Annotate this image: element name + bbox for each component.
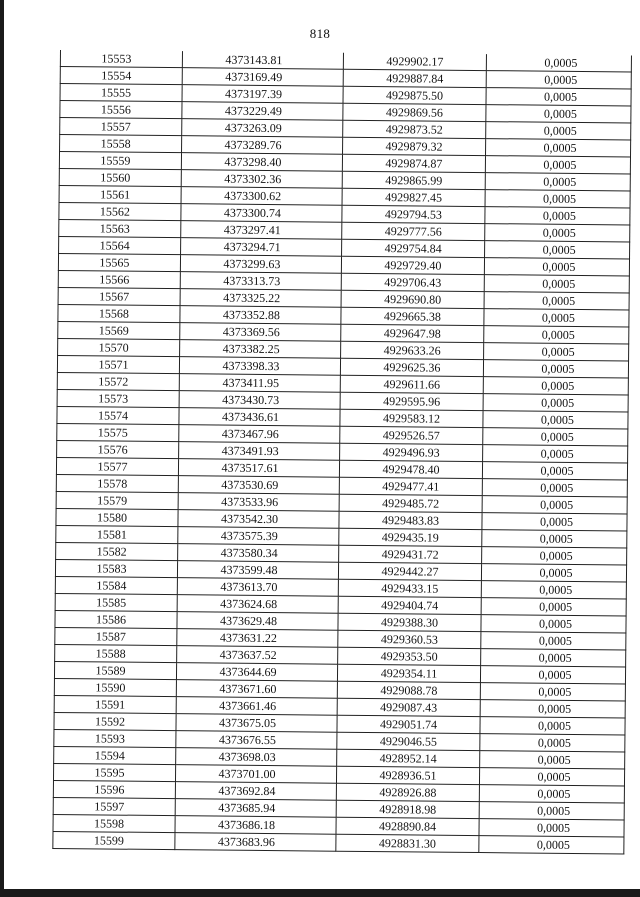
value-cell: 0,0005: [482, 513, 627, 531]
x-coordinate-cell: 4373294.71: [181, 238, 342, 257]
x-coordinate-cell: 4373325.22: [180, 289, 341, 308]
x-coordinate-cell: 4373575.39: [178, 527, 339, 546]
y-coordinate-cell: 4929433.15: [338, 579, 481, 597]
y-coordinate-cell: 4929777.56: [342, 222, 485, 240]
y-coordinate-cell: 4929647.98: [341, 324, 484, 342]
value-cell: 0,0005: [479, 768, 624, 786]
point-number-cell: 15571: [57, 355, 179, 373]
value-cell: 0,0005: [486, 71, 631, 89]
x-coordinate-cell: 4373517.61: [178, 459, 339, 478]
point-number-cell: 15595: [53, 763, 175, 781]
y-coordinate-cell: 4929595.96: [340, 392, 483, 410]
value-cell: 0,0005: [481, 649, 626, 667]
value-cell: 0,0005: [480, 717, 625, 735]
y-coordinate-cell: 4929431.72: [339, 545, 482, 563]
point-number-cell: 15593: [54, 729, 176, 747]
value-cell: 0,0005: [480, 700, 625, 718]
value-cell: 0,0005: [482, 530, 627, 548]
y-coordinate-cell: 4929875.50: [343, 86, 486, 104]
value-cell: 0,0005: [486, 54, 631, 72]
value-cell: 0,0005: [480, 751, 625, 769]
y-coordinate-cell: 4929051.74: [337, 715, 480, 733]
point-number-cell: 15594: [54, 746, 176, 764]
point-number-cell: 15553: [60, 50, 182, 68]
x-coordinate-cell: 4373533.96: [178, 493, 339, 512]
y-coordinate-cell: 4928952.14: [337, 749, 480, 767]
point-number-cell: 15586: [55, 610, 177, 628]
point-number-cell: 15591: [54, 695, 176, 713]
y-coordinate-cell: 4929442.27: [338, 562, 481, 580]
x-coordinate-cell: 4373599.48: [177, 561, 338, 580]
coordinates-table-body: [53, 50, 632, 854]
point-number-cell: 15573: [57, 389, 179, 407]
point-number-cell: 15561: [59, 185, 181, 203]
value-cell: 0,0005: [485, 173, 630, 191]
value-cell: 0,0005: [485, 207, 630, 225]
x-coordinate-cell: 4373369.56: [180, 323, 341, 342]
x-coordinate-cell: 4373430.73: [179, 391, 340, 410]
value-cell: 0,0005: [479, 836, 624, 854]
value-cell: 0,0005: [483, 360, 628, 378]
x-coordinate-cell: 4373676.55: [176, 731, 337, 750]
y-coordinate-cell: 4929088.78: [337, 681, 480, 699]
value-cell: 0,0005: [479, 802, 624, 820]
x-coordinate-cell: 4373683.96: [175, 833, 336, 852]
value-cell: 0,0005: [486, 105, 631, 123]
value-cell: 0,0005: [483, 411, 628, 429]
point-number-cell: 15564: [59, 236, 181, 254]
point-number-cell: 15568: [58, 304, 180, 322]
value-cell: 0,0005: [483, 377, 628, 395]
x-coordinate-cell: 4373411.95: [179, 374, 340, 393]
y-coordinate-cell: 4928890.84: [336, 817, 479, 835]
x-coordinate-cell: 4373197.39: [182, 85, 343, 104]
x-coordinate-cell: 4373229.49: [182, 102, 343, 121]
point-number-cell: 15592: [54, 712, 176, 730]
x-coordinate-cell: 4373644.69: [176, 663, 337, 682]
value-cell: 0,0005: [485, 241, 630, 259]
y-coordinate-cell: 4929526.57: [340, 426, 483, 444]
x-coordinate-cell: 4373661.46: [176, 697, 337, 716]
x-coordinate-cell: 4373491.93: [179, 442, 340, 461]
point-number-cell: 15574: [57, 406, 179, 424]
y-coordinate-cell: 4929583.12: [340, 409, 483, 427]
point-number-cell: 15565: [58, 253, 180, 271]
y-coordinate-cell: 4929435.19: [339, 528, 482, 546]
point-number-cell: 15590: [54, 678, 176, 696]
point-number-cell: 15580: [56, 508, 178, 526]
point-number-cell: 15559: [59, 152, 181, 170]
coordinates-table: [52, 50, 632, 854]
value-cell: 0,0005: [486, 88, 631, 106]
y-coordinate-cell: 4929874.87: [342, 154, 485, 172]
x-coordinate-cell: 4373398.33: [179, 357, 340, 376]
point-number-cell: 15584: [55, 576, 177, 594]
x-coordinate-cell: 4373169.49: [182, 68, 343, 87]
y-coordinate-cell: 4929353.50: [338, 647, 481, 665]
y-coordinate-cell: 4929729.40: [341, 256, 484, 274]
value-cell: 0,0005: [481, 632, 626, 650]
value-cell: 0,0005: [480, 666, 625, 684]
x-coordinate-cell: 4373352.88: [180, 306, 341, 325]
value-cell: 0,0005: [482, 547, 627, 565]
x-coordinate-cell: 4373692.84: [175, 782, 336, 801]
value-cell: 0,0005: [484, 258, 629, 276]
point-number-cell: 15570: [58, 338, 180, 356]
point-number-cell: 15555: [60, 84, 182, 102]
x-coordinate-cell: 4373382.25: [180, 340, 341, 359]
point-number-cell: 15560: [59, 168, 181, 186]
x-coordinate-cell: 4373701.00: [175, 765, 336, 784]
point-number-cell: 15597: [53, 797, 175, 815]
x-coordinate-cell: 4373675.05: [176, 714, 337, 733]
x-coordinate-cell: 4373671.60: [176, 680, 337, 699]
x-coordinate-cell: 4373436.61: [179, 408, 340, 427]
value-cell: 0,0005: [483, 394, 628, 412]
y-coordinate-cell: 4929865.99: [342, 171, 485, 189]
point-number-cell: 15599: [53, 831, 175, 849]
y-coordinate-cell: 4929485.72: [339, 494, 482, 512]
point-number-cell: 15575: [57, 423, 179, 441]
point-number-cell: 15583: [55, 559, 177, 577]
point-number-cell: 15588: [55, 644, 177, 662]
y-coordinate-cell: 4929388.30: [338, 613, 481, 631]
value-cell: 0,0005: [483, 445, 628, 463]
value-cell: 0,0005: [481, 615, 626, 633]
value-cell: 0,0005: [486, 122, 631, 140]
y-coordinate-cell: 4929611.66: [340, 375, 483, 393]
value-cell: 0,0005: [484, 275, 629, 293]
value-cell: 0,0005: [479, 785, 624, 803]
value-cell: 0,0005: [479, 819, 624, 837]
point-number-cell: 15585: [55, 593, 177, 611]
y-coordinate-cell: 4929706.43: [341, 273, 484, 291]
y-coordinate-cell: 4929887.84: [343, 69, 486, 87]
point-number-cell: 15558: [60, 135, 182, 153]
point-number-cell: 15554: [60, 67, 182, 85]
x-coordinate-cell: 4373302.36: [181, 170, 342, 189]
y-coordinate-cell: 4929404.74: [338, 596, 481, 614]
value-cell: 0,0005: [481, 598, 626, 616]
point-number-cell: 15576: [57, 440, 179, 458]
value-cell: 0,0005: [485, 190, 630, 208]
x-coordinate-cell: 4373298.40: [181, 153, 342, 172]
x-coordinate-cell: 4373637.52: [177, 646, 338, 665]
y-coordinate-cell: 4929625.36: [340, 358, 483, 376]
y-coordinate-cell: 4929360.53: [338, 630, 481, 648]
scan-bottom-edge: [0, 889, 640, 897]
y-coordinate-cell: 4929902.17: [343, 53, 486, 71]
x-coordinate-cell: 4373580.34: [178, 544, 339, 563]
x-coordinate-cell: 4373530.69: [178, 476, 339, 495]
y-coordinate-cell: 4929754.84: [342, 239, 485, 257]
point-number-cell: 15587: [55, 627, 177, 645]
point-number-cell: 15567: [58, 287, 180, 305]
x-coordinate-cell: 4373299.63: [180, 255, 341, 274]
y-coordinate-cell: 4929087.43: [337, 698, 480, 716]
y-coordinate-cell: 4929879.32: [343, 137, 486, 155]
y-coordinate-cell: 4929690.80: [341, 290, 484, 308]
point-number-cell: 15579: [56, 491, 178, 509]
point-number-cell: 15577: [56, 457, 178, 475]
point-number-cell: 15581: [56, 525, 178, 543]
value-cell: 0,0005: [481, 564, 626, 582]
x-coordinate-cell: 4373686.18: [175, 816, 336, 835]
y-coordinate-cell: 4929478.40: [339, 460, 482, 478]
y-coordinate-cell: 4929483.83: [339, 511, 482, 529]
x-coordinate-cell: 4373631.22: [177, 629, 338, 648]
x-coordinate-cell: 4373289.76: [182, 136, 343, 155]
y-coordinate-cell: 4929477.41: [339, 477, 482, 495]
value-cell: 0,0005: [482, 479, 627, 497]
x-coordinate-cell: 4373263.09: [182, 119, 343, 138]
value-cell: 0,0005: [484, 326, 629, 344]
point-number-cell: 15578: [56, 474, 178, 492]
y-coordinate-cell: 4929869.56: [343, 103, 486, 121]
x-coordinate-cell: 4373297.41: [181, 221, 342, 240]
x-coordinate-cell: 4373698.03: [176, 748, 337, 767]
point-number-cell: 15562: [59, 202, 181, 220]
y-coordinate-cell: 4928918.98: [336, 800, 479, 818]
y-coordinate-cell: 4929633.26: [341, 341, 484, 359]
x-coordinate-cell: 4373629.48: [177, 612, 338, 631]
value-cell: 0,0005: [483, 428, 628, 446]
point-number-cell: 15589: [54, 661, 176, 679]
point-number-cell: 15596: [53, 780, 175, 798]
y-coordinate-cell: 4929794.53: [342, 205, 485, 223]
value-cell: 0,0005: [484, 343, 629, 361]
x-coordinate-cell: 4373613.70: [177, 578, 338, 597]
value-cell: 0,0005: [485, 156, 630, 174]
point-number-cell: 15582: [56, 542, 178, 560]
scan-left-edge: [0, 0, 4, 897]
y-coordinate-cell: 4929873.52: [343, 120, 486, 138]
x-coordinate-cell: 4373313.73: [180, 272, 341, 291]
point-number-cell: 15563: [59, 219, 181, 237]
x-coordinate-cell: 4373300.74: [181, 204, 342, 223]
y-coordinate-cell: 4929496.93: [340, 443, 483, 461]
y-coordinate-cell: 4929354.11: [337, 664, 480, 682]
value-cell: 0,0005: [481, 581, 626, 599]
y-coordinate-cell: 4928936.51: [336, 766, 479, 784]
value-cell: 0,0005: [482, 496, 627, 514]
point-number-cell: 15556: [60, 101, 182, 119]
x-coordinate-cell: 4373624.68: [177, 595, 338, 614]
point-number-cell: 15572: [57, 372, 179, 390]
value-cell: 0,0005: [480, 734, 625, 752]
y-coordinate-cell: 4929827.45: [342, 188, 485, 206]
x-coordinate-cell: 4373467.96: [179, 425, 340, 444]
x-coordinate-cell: 4373300.62: [181, 187, 342, 206]
page-number: 818: [309, 26, 331, 41]
value-cell: 0,0005: [484, 292, 629, 310]
value-cell: 0,0005: [480, 683, 625, 701]
x-coordinate-cell: 4373143.81: [182, 51, 343, 69]
value-cell: 0,0005: [485, 224, 630, 242]
y-coordinate-cell: 4929665.38: [341, 307, 484, 325]
point-number-cell: 15598: [53, 814, 175, 832]
value-cell: 0,0005: [486, 139, 631, 157]
point-number-cell: 15557: [60, 118, 182, 136]
y-coordinate-cell: 4928831.30: [336, 834, 479, 852]
x-coordinate-cell: 4373685.94: [175, 799, 336, 818]
value-cell: 0,0005: [482, 462, 627, 480]
point-number-cell: 15569: [58, 321, 180, 339]
point-number-cell: 15566: [58, 270, 180, 288]
value-cell: 0,0005: [484, 309, 629, 327]
y-coordinate-cell: 4929046.55: [337, 732, 480, 750]
y-coordinate-cell: 4928926.88: [336, 783, 479, 801]
x-coordinate-cell: 4373542.30: [178, 510, 339, 529]
